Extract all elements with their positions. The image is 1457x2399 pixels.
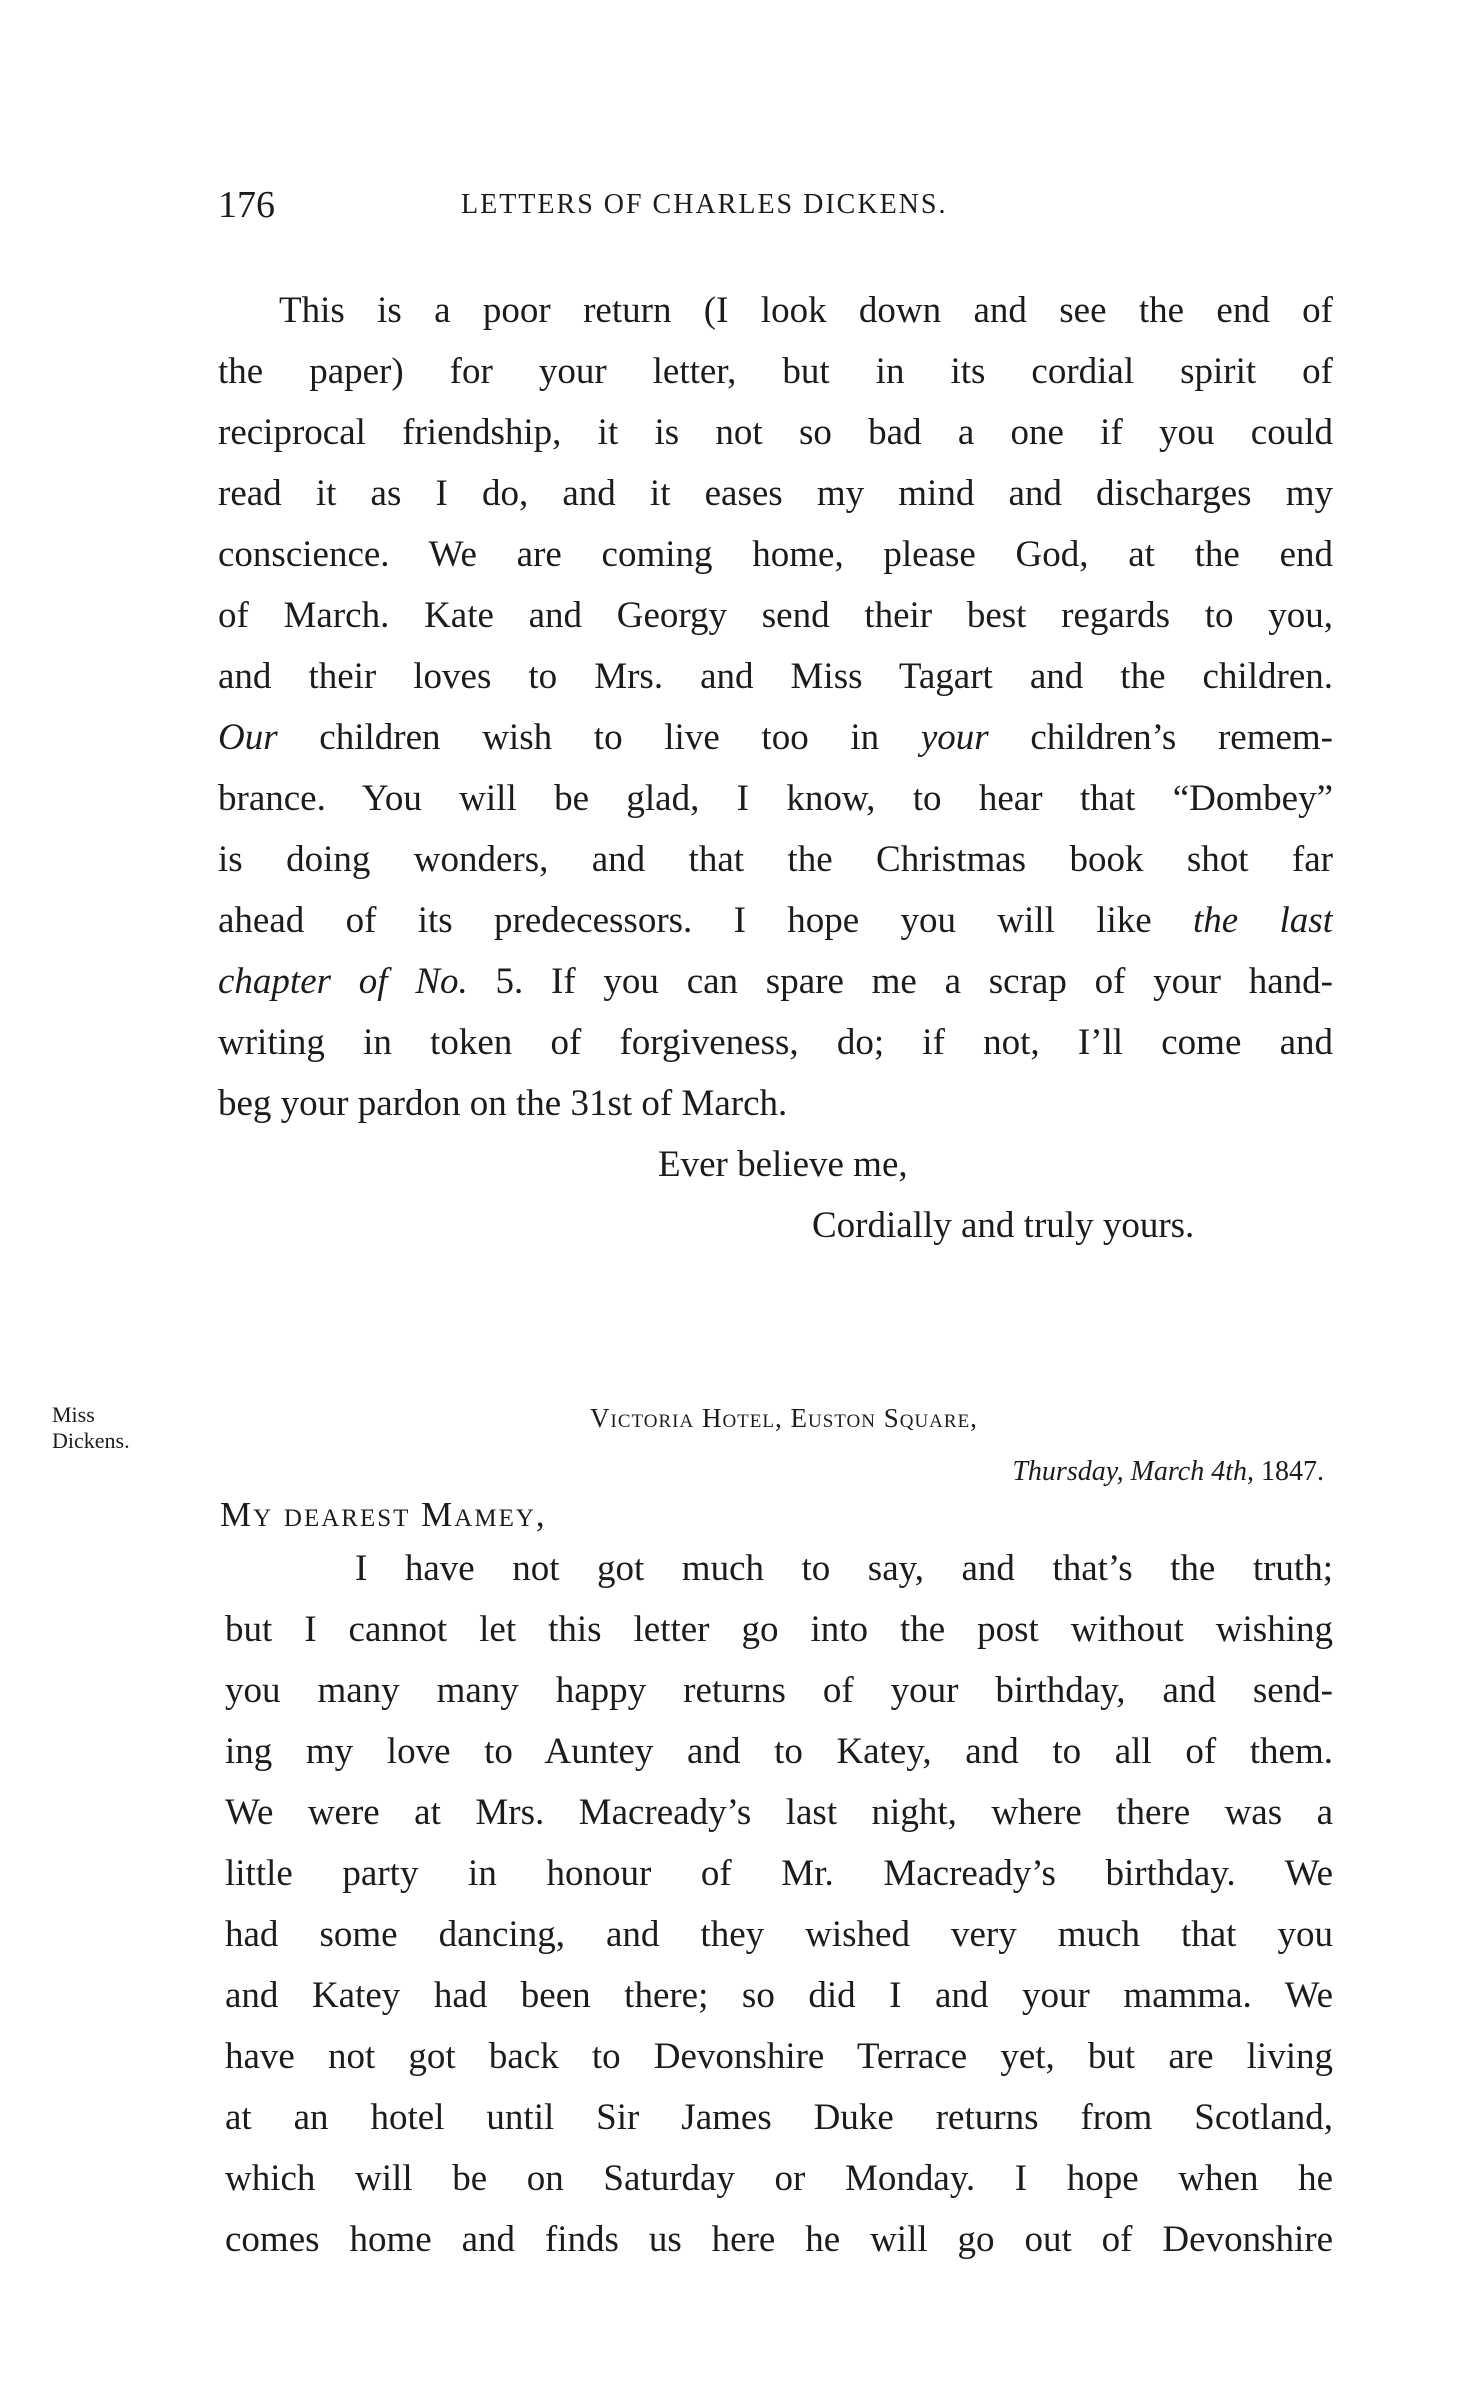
- margin-note-line: Dickens.: [52, 1428, 130, 1453]
- text-run: children’s remem-: [988, 717, 1333, 758]
- salutation-text: My dearest Mamey,: [220, 1495, 547, 1534]
- text-run: 5. If you can spare me a scrap of your hand-: [467, 961, 1333, 1002]
- text-line: [218, 707, 1333, 768]
- running-title: LETTERS OF CHARLES DICKENS.: [461, 189, 948, 220]
- text-run: children wish to live too in: [277, 717, 921, 758]
- closing-line: Ever believe me,: [658, 1144, 908, 1185]
- text-line: have not got back to Devonshire Terrace yet, but are living: [225, 2036, 1333, 2077]
- text-line: [218, 890, 1333, 951]
- address-text: Victoria Hotel, Euston Square,: [590, 1403, 978, 1433]
- letter-address: [590, 1398, 978, 1438]
- signature-line: Cordially and truly yours.: [812, 1205, 1195, 1246]
- text-line: reciprocal friendship, it is not so bad a one if you could: [218, 412, 1333, 453]
- text-line: writing in token of forgiveness, do; if not, I’ll come and: [218, 1022, 1333, 1063]
- text-line: is doing wonders, and that the Christmas book shot far: [218, 839, 1333, 880]
- emphasis: Our: [218, 717, 278, 758]
- text-line: of March. Kate and Georgy send their best regards to you,: [218, 595, 1333, 636]
- page-number: 176: [218, 184, 275, 226]
- text-line: but I cannot let this letter go into the post without wishing: [225, 1609, 1333, 1650]
- text-line: brance. You will be glad, I know, to hear that “Dombey”: [218, 778, 1333, 819]
- text-line: you many many happy returns of your birthday, and send-: [225, 1670, 1333, 1711]
- salutation: [220, 1487, 547, 1543]
- text-line: beg your pardon on the 31st of March.: [218, 1083, 788, 1124]
- text-line: which will be on Saturday or Monday. I hope when he: [225, 2158, 1333, 2199]
- text-line: We were at Mrs. Macready’s last night, where there was a: [225, 1792, 1333, 1833]
- text-line: and Katey had been there; so did I and your mamma. We: [225, 1975, 1333, 2016]
- text-line: had some dancing, and they wished very much that you: [225, 1914, 1333, 1955]
- text-line: conscience. We are coming home, please God, at the end: [218, 534, 1333, 575]
- date-text: Thursday, March 4th,: [1012, 1456, 1254, 1487]
- text-line: [218, 951, 1333, 1012]
- emphasis: the last: [1193, 900, 1333, 941]
- margin-note: [52, 1402, 130, 1454]
- text-line: and their loves to Mrs. and Miss Tagart and the children.: [218, 656, 1333, 697]
- letter-continuation: [218, 280, 1333, 1134]
- letter-body: [225, 1538, 1333, 2270]
- emphasis: chapter of No.: [218, 961, 468, 1002]
- date-year: 1847.: [1254, 1456, 1324, 1487]
- margin-note-line: Miss: [52, 1402, 95, 1427]
- text-run: ahead of its predecessors. I hope you will like: [218, 900, 1193, 941]
- text-line: read it as I do, and it eases my mind and discharges my: [218, 473, 1333, 514]
- text-line: I have not got much to say, and that’s the truth;: [355, 1548, 1333, 1589]
- running-head: [218, 180, 1333, 230]
- letter-date: [1012, 1452, 1324, 1492]
- text-line: the paper) for your letter, but in its cordial spirit of: [218, 351, 1333, 392]
- text-line: ing my love to Auntey and to Katey, and to all of them.: [225, 1731, 1333, 1772]
- text-line: at an hotel until Sir James Duke returns from Scotland,: [225, 2097, 1333, 2138]
- emphasis: your: [920, 717, 989, 758]
- text-line: little party in honour of Mr. Macready’s birthday. We: [225, 1853, 1333, 1894]
- text-line: This is a poor return (I look down and see the end of: [279, 290, 1333, 331]
- text-line: comes home and finds us here he will go out of Devonshire: [225, 2219, 1333, 2260]
